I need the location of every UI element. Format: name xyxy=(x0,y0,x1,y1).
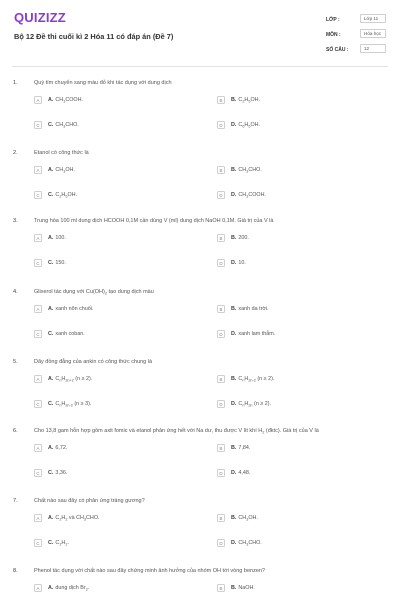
option-label: A. xyxy=(48,167,54,173)
option-label: C. xyxy=(48,540,54,546)
option-text xyxy=(48,540,69,546)
option-body: xanh lam thẫm. xyxy=(238,331,276,337)
option-body: 6,72. xyxy=(55,445,68,451)
option-text xyxy=(48,470,67,476)
question-text: Glixerol tác dụng với $Cu(OH)_2$ tạo dung dịch màu xyxy=(34,289,154,296)
option-letter-box: A xyxy=(34,166,42,174)
option-text xyxy=(48,376,92,382)
meta-label: SỐ CÂU : xyxy=(326,47,349,53)
question-text: Dãy đồng đẳng của ankin có công thức chung là xyxy=(34,359,153,365)
option-text xyxy=(48,260,66,266)
answer-option-d[interactable] xyxy=(217,537,377,549)
document-title: Bộ 12 Đề thi cuối kì 2 Hóa 11 có đáp án (Đề 7) xyxy=(14,32,174,41)
option-text xyxy=(231,235,249,241)
answer-option-b[interactable] xyxy=(217,373,377,385)
answer-option-a[interactable] xyxy=(34,582,194,594)
option-body: xanh nõn chuối. xyxy=(55,306,94,312)
quizizz-logo: QUIZIZZ xyxy=(14,10,66,25)
answer-option-d[interactable] xyxy=(217,257,377,269)
option-body: 3,36. xyxy=(55,470,68,476)
option-letter-box: D xyxy=(217,121,225,129)
option-text xyxy=(48,401,91,407)
option-label: D. xyxy=(231,331,237,337)
answer-option-a[interactable] xyxy=(34,164,194,176)
answer-option-c[interactable] xyxy=(34,119,194,131)
option-letter-box: C xyxy=(34,469,42,477)
option-text xyxy=(231,376,274,382)
question-number: 7. xyxy=(13,498,18,504)
option-label: B. xyxy=(231,235,237,241)
option-text xyxy=(48,585,89,591)
header-divider xyxy=(12,66,388,67)
answer-option-c[interactable] xyxy=(34,189,194,201)
option-text xyxy=(231,331,275,337)
option-label: A. xyxy=(48,585,54,591)
option-text xyxy=(48,331,85,337)
question-text: Trung hòa 100 ml dung dịch HCOOH 0,1M cần dùng V (ml) dung dịch NaOH 0,1M. Giá trị của V là xyxy=(34,218,274,224)
answer-option-c[interactable] xyxy=(34,467,194,479)
question-text: Cho 13,8 gam hỗn hợp gồm axit fomic và etanol phản ứng hết với Na dư, thu được V lít khí $H_2$ (đktc). Giá trị của V là xyxy=(34,428,319,435)
question-number: 3. xyxy=(13,218,18,224)
option-letter-box: A xyxy=(34,584,42,592)
question-number: 8. xyxy=(13,568,18,574)
option-letter-box: C xyxy=(34,330,42,338)
option-body: $C_nH_{2n+2}$ (n ≥ 2). xyxy=(55,376,93,383)
option-label: D. xyxy=(231,122,237,128)
meta-label: LỚP : xyxy=(326,17,340,23)
question-text: Quỳ tím chuyển sang màu đỏ khi tác dụng với dung dịch xyxy=(34,80,172,86)
option-label: D. xyxy=(231,260,237,266)
option-text xyxy=(231,192,266,198)
option-body: $C_6H_5OH$. xyxy=(238,122,261,129)
option-text xyxy=(231,401,271,407)
option-body: 100. xyxy=(55,235,66,241)
option-letter-box: D xyxy=(217,400,225,408)
option-body: $CH_3COOH$. xyxy=(55,97,83,104)
option-label: A. xyxy=(48,445,54,451)
question-text: Phenol tác dụng với chất nào sau đây chứng minh ảnh hưởng của nhóm OH tới vòng benzen? xyxy=(34,568,265,574)
question-text: Chất nào sau đây có phản ứng tráng gương? xyxy=(34,498,145,504)
option-letter-box: D xyxy=(217,469,225,477)
option-body: $C_2H_5OH$. xyxy=(238,97,261,104)
option-letter-box: B xyxy=(217,234,225,242)
answer-option-c[interactable] xyxy=(34,537,194,549)
option-label: D. xyxy=(231,470,237,476)
option-label: B. xyxy=(231,376,237,382)
option-body: 7,84. xyxy=(238,445,251,451)
option-text xyxy=(48,306,93,312)
option-body: $C_nH_{2n}$ (n ≥ 2). xyxy=(238,401,272,408)
option-label: D. xyxy=(231,401,237,407)
answer-option-d[interactable] xyxy=(217,328,377,340)
answer-option-b[interactable] xyxy=(217,164,377,176)
answer-option-a[interactable] xyxy=(34,512,194,524)
answer-option-d[interactable] xyxy=(217,119,377,131)
meta-value-box: Hóa học xyxy=(360,29,386,38)
meta-label: MÔN : xyxy=(326,32,341,38)
option-letter-box: A xyxy=(34,444,42,452)
option-label: A. xyxy=(48,376,54,382)
option-body: $CH_3COOH$. xyxy=(238,192,266,199)
answer-option-a[interactable] xyxy=(34,94,194,106)
option-label: C. xyxy=(48,260,54,266)
option-text xyxy=(231,97,260,103)
option-text xyxy=(231,445,250,451)
option-letter-box: A xyxy=(34,375,42,383)
option-label: C. xyxy=(48,401,54,407)
option-letter-box: C xyxy=(34,400,42,408)
option-letter-box: D xyxy=(217,330,225,338)
option-letter-box: B xyxy=(217,514,225,522)
option-text xyxy=(48,97,83,103)
option-body: $C_nH_{2n-2}$ (n ≥ 2). xyxy=(238,376,275,383)
option-label: D. xyxy=(231,540,237,546)
option-body: 200. xyxy=(238,235,249,241)
question-number: 1. xyxy=(13,80,18,86)
option-letter-box: D xyxy=(217,191,225,199)
option-text xyxy=(48,515,100,521)
option-label: C. xyxy=(48,192,54,198)
option-body: $CH_3CHO$. xyxy=(238,540,262,547)
answer-option-a[interactable] xyxy=(34,232,194,244)
answer-option-a[interactable] xyxy=(34,373,194,385)
option-body: xanh da trời. xyxy=(238,306,269,312)
question-text: Etanol có công thức là xyxy=(34,150,89,156)
option-label: A. xyxy=(48,515,54,521)
answer-option-d[interactable] xyxy=(217,467,377,479)
option-label: B. xyxy=(231,167,237,173)
answer-option-b[interactable] xyxy=(217,303,377,315)
option-body: 10. xyxy=(238,260,246,266)
option-letter-box: C xyxy=(34,121,42,129)
question-number: 4. xyxy=(13,289,18,295)
option-letter-box: D xyxy=(217,259,225,267)
option-body: $C_nH_{2n-2}$ (n ≥ 3). xyxy=(55,401,92,408)
option-body: $CH_3CHO$. xyxy=(55,122,79,129)
meta-value-box: 12 xyxy=(360,44,386,53)
option-label: A. xyxy=(48,97,54,103)
option-label: A. xyxy=(48,235,54,241)
option-label: B. xyxy=(231,306,237,312)
option-text xyxy=(231,122,260,128)
option-letter-box: A xyxy=(34,514,42,522)
option-body: $C_2H_2$ và $CH_3CHO$. xyxy=(55,515,100,522)
question-number: 6. xyxy=(13,428,18,434)
option-label: C. xyxy=(48,470,54,476)
option-letter-box: A xyxy=(34,234,42,242)
answer-option-b[interactable] xyxy=(217,94,377,106)
answer-option-b[interactable] xyxy=(217,582,377,594)
option-label: B. xyxy=(231,515,237,521)
option-label: C. xyxy=(48,122,54,128)
option-body: $CH_3OH$. xyxy=(238,515,258,522)
answer-option-b[interactable] xyxy=(217,232,377,244)
option-text xyxy=(231,167,262,173)
option-label: B. xyxy=(231,97,237,103)
answer-option-d[interactable] xyxy=(217,398,377,410)
option-letter-box: C xyxy=(34,191,42,199)
answer-option-c[interactable] xyxy=(34,398,194,410)
meta-value-box: Lớp 11 xyxy=(360,14,386,23)
option-text xyxy=(48,235,66,241)
option-letter-box: B xyxy=(217,166,225,174)
option-text xyxy=(48,192,77,198)
option-body: 4,48. xyxy=(238,470,251,476)
answer-option-c[interactable] xyxy=(34,257,194,269)
option-text xyxy=(231,540,262,546)
option-label: A. xyxy=(48,306,54,312)
option-text xyxy=(48,445,67,451)
option-body: 150. xyxy=(55,260,66,266)
option-letter-box: A xyxy=(34,305,42,313)
answer-option-a[interactable] xyxy=(34,442,194,454)
option-text xyxy=(48,122,79,128)
option-body: xanh coban. xyxy=(55,331,85,337)
option-letter-box: B xyxy=(217,584,225,592)
option-body: $C_2H_5OH$. xyxy=(55,192,78,199)
answer-option-a[interactable] xyxy=(34,303,194,315)
option-letter-box: B xyxy=(217,305,225,313)
option-text xyxy=(231,515,258,521)
option-body: $CH_3CHO$. xyxy=(238,167,262,174)
option-text xyxy=(231,306,269,312)
option-letter-box: C xyxy=(34,259,42,267)
answer-option-b[interactable] xyxy=(217,512,377,524)
answer-option-b[interactable] xyxy=(217,442,377,454)
option-letter-box: C xyxy=(34,539,42,547)
option-label: B. xyxy=(231,445,237,451)
option-label: B. xyxy=(231,585,237,591)
option-letter-box: B xyxy=(217,96,225,104)
option-text xyxy=(231,260,246,266)
option-body: $CH_3OH$. xyxy=(55,167,75,174)
option-body: dung dịch $Br_2$. xyxy=(55,585,90,592)
option-letter-box: B xyxy=(217,375,225,383)
question-number: 5. xyxy=(13,359,18,365)
option-label: C. xyxy=(48,331,54,337)
answer-option-c[interactable] xyxy=(34,328,194,340)
option-body: $C_2H_2$. xyxy=(55,540,69,547)
option-text xyxy=(231,470,250,476)
option-text xyxy=(48,167,75,173)
answer-option-d[interactable] xyxy=(217,189,377,201)
option-text xyxy=(231,585,255,591)
option-letter-box: D xyxy=(217,539,225,547)
option-letter-box: B xyxy=(217,444,225,452)
option-letter-box: A xyxy=(34,96,42,104)
option-body: NaOH. xyxy=(238,585,255,591)
option-label: D. xyxy=(231,192,237,198)
question-number: 2. xyxy=(13,150,18,156)
